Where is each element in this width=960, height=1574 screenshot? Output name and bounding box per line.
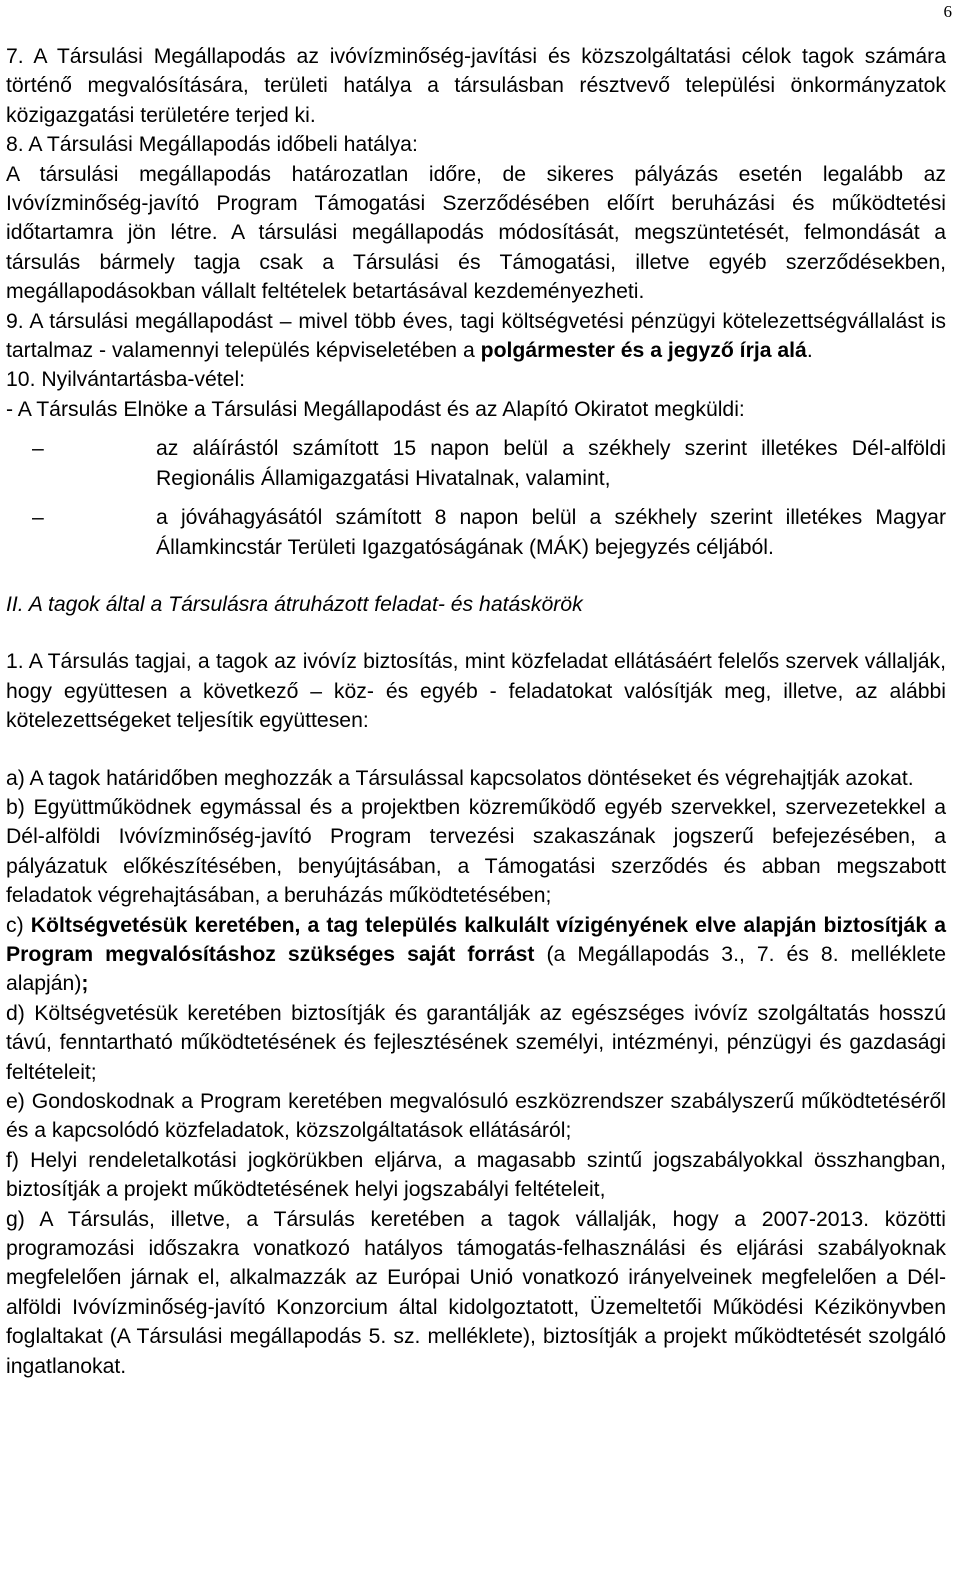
paragraph-9 [6,307,946,366]
item-c [6,911,946,999]
item-d: d) Költségvetésük keretében biztosítják és garantálják az egészséges ivóvíz szolgáltatás hosszú távú, fenntartható működtetésének és fejlesztésének személyi, intézményi, pénzügyi és gazdasági feltételeit; [6,1001,946,1084]
item-c-bold: Költségvetésük keretében, a tag település kalkulált vízigényének elve alapján biztosítják a Program megvalósításhoz szükséges saját forrást [6,913,946,966]
section-2-paragraph-1: 1. A Társulás tagjai, a tagok az ivóvíz biztosítás, mint közfeladat ellátásáért felelős szervek vállalják, hogy együttesen a következő – köz- és egyéb - feladatokat valósítják meg, illetve, az alábbi kötelezettségeket teljesítik együttesen: [6,650,946,733]
paragraph-10-title: 10. Nyilvántartásba-vétel: [6,368,246,392]
item-c-rest: (a Megállapodás 3., 7. és 8. melléklete alapján) [6,942,946,996]
item-g: g) A Társulás, illetve, a Társulás keretében a tagok vállalják, hogy a 2007-2013. közötti programozási időszakra vonatkozó hatályos támogatás-felhasználási és eljárási szabályoknak megfelelően járnak el, alkalmazzák az Európai Unió vonatkozó irányelveinek megfelelően a Dél-alföldi Ivóvízminőség-javító Konzorcium által kidolgoztatott, Üzemeltetői Működési Kézikönyvben foglaltakat (A Társulási megállapodás 5. sz. melléklete), biztosítják a projekt működtetését szolgáló ingatlanokat. [6,1207,946,1378]
paragraph-7: 7. A Társulási Megállapodás az ivóvízminőség-javítási és közszolgáltatási célok tagok számára történő megvalósítására, területi hatálya a társulásban résztvevő települési önkormányzatok közigazgatási területére terjed ki. [6,45,946,127]
dash-marker: – [32,506,44,530]
paragraph-8-body: A társulási megállapodás határozatlan időre, de sikeres pályázás esetén legalább az Ivóvízminőség-javító Program Támogatási Szerződésében előírt beruházási és működtetési időtartamra jön létre. A társulási megállapodás módosítását, megszüntetését, felmondását a társulás bármely tagja csak a Társulási és Támogatási, illetve egyéb szerződésekben, megállapodásokban vállalt feltételek betartásával kezdeményezheti. [6,162,946,304]
item-c-prefix: c) [6,913,31,937]
list-item [6,503,946,562]
paragraph-9-bold: polgármester és a jegyző írja alá [480,339,807,363]
spacer [6,562,946,590]
spacer [6,493,946,503]
item-a: a) A tagok határidőben meghozzák a Társulással kapcsolatos döntéseket és végrehajtják azokat. [6,766,914,790]
item-c-end: ; [81,972,89,996]
recipient-list [6,434,946,562]
list-item-text: a jóváhagyásától számított 8 napon belül a székhely szerint illetékes Magyar Államkincstár Területi Igazgatóságának (MÁK) bejegyzés céljából. [156,506,946,559]
spacer [6,619,946,647]
paragraph-8-title: 8. A Társulási Megállapodás időbeli hatálya: [6,133,418,157]
spacer [6,736,946,764]
document-body [6,42,946,1381]
list-item-text: az aláírástól számított 15 napon belül a székhely szerint illetékes Dél-alföldi Regionális Államigazgatási Hivatalnak, valamint, [156,437,946,490]
paragraph-10-intro: - A Társulás Elnöke a Társulási Megállapodást és az Alapító Okiratot megküldi: [6,397,745,421]
paragraph-9-end: . [806,339,813,363]
spacer [6,424,946,434]
item-e: e) Gondoskodnak a Program keretében megvalósuló eszközrendszer szabályszerű működtetéséről és a kapcsolódó közfeladatok, közszolgáltatások ellátásáról; [6,1090,946,1143]
paragraph-9-text: 9. A társulási megállapodást – mivel több éves, tagi költségvetési pénzügyi kötelezettségvállalást is tartalmaz - valamennyi település képviseletében a [6,309,946,363]
dash-marker: – [32,437,44,461]
section-heading: II. A tagok által a Társulásra átruházott feladat- és hatáskörök [6,592,583,616]
list-item [6,434,946,493]
item-f: f) Helyi rendeletalkotási jogkörükben eljárva, a magasabb szintű jogszabályokkal összhangban, biztosítják a projekt működtetésének helyi jogszabályi feltételeit, [6,1148,946,1202]
item-b: b) Együttműködnek egymással és a projektben közreműködő egyéb szervekkel, szervezetekkel a Dél-alföldi Ivóvízminőség-javító Program tervezési szakaszának jogszerű befejezésében, a pályázatuk előkészítésében, benyújtásában, a Támogatási szerződés és abban megszabott feladatok végrehajtásában, a beruházás működtetésében; [6,795,946,908]
page-number: 6 [943,2,952,21]
